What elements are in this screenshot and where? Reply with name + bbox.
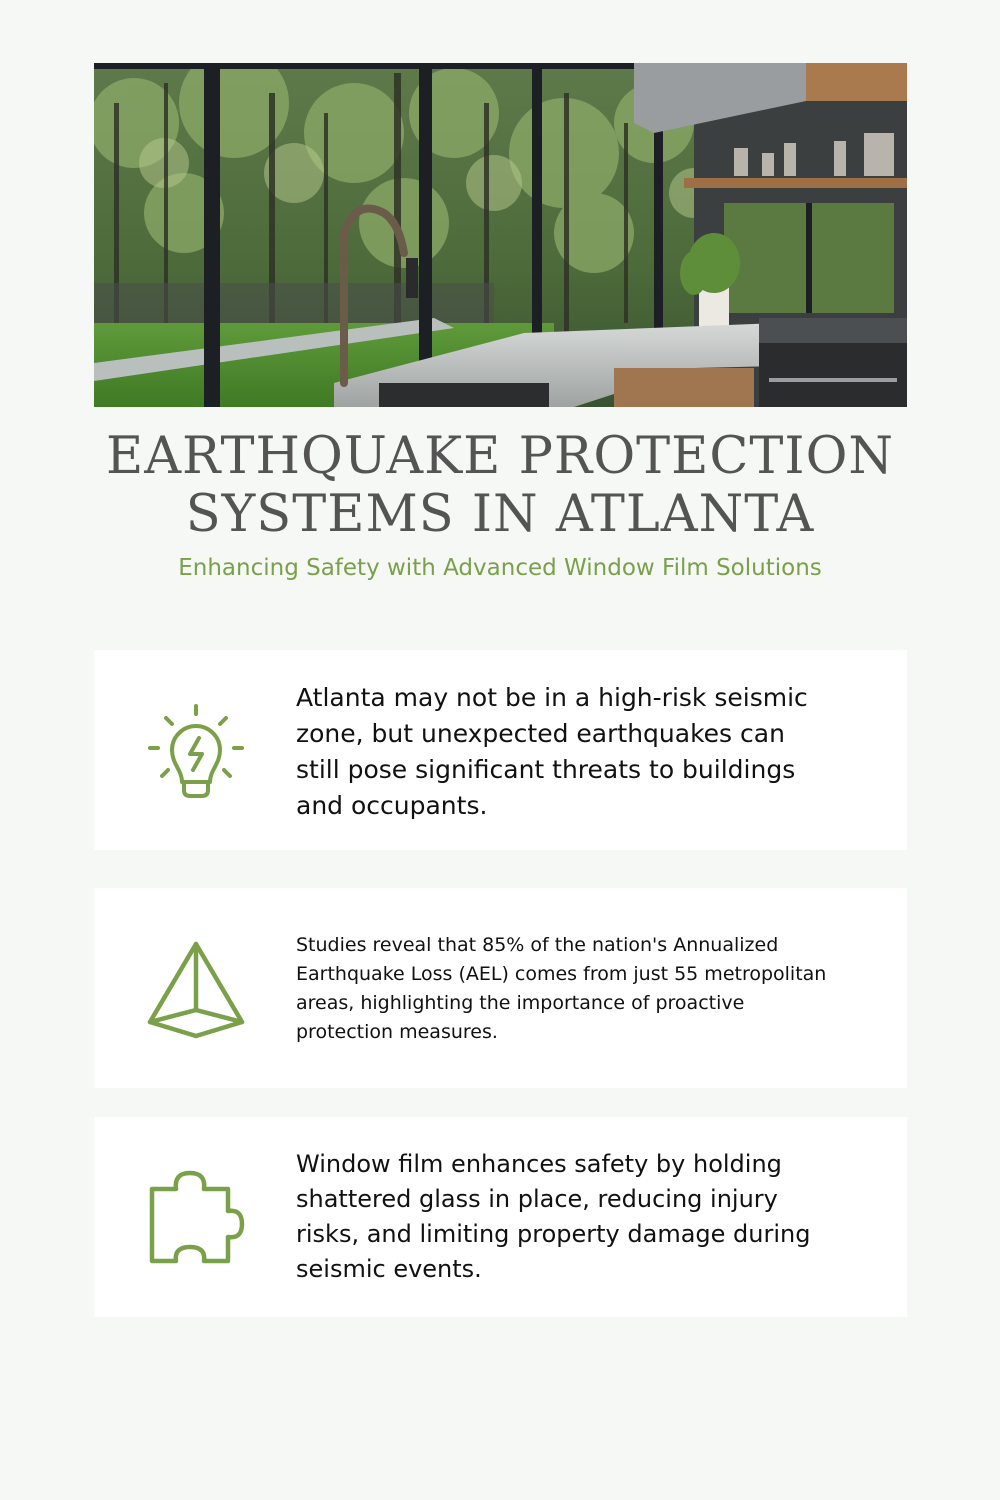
pyramid-icon xyxy=(144,938,248,1042)
page-title-line-2: SYSTEMS IN ATLANTA xyxy=(185,485,815,544)
hero-image xyxy=(94,63,907,407)
card-text: Atlanta may not be in a high-risk seismic zone, but unexpected earthquakes can still pose significant threats to buildings and occupants. xyxy=(296,683,808,820)
lightbulb-bolt-icon xyxy=(144,700,248,804)
info-card-earthquake-loss xyxy=(94,888,907,1088)
page-subtitle: Enhancing Safety with Advanced Window Film Solutions xyxy=(178,555,822,581)
info-card-seismic-risk xyxy=(94,650,907,850)
card-text: Window film enhances safety by holding shattered glass in place, reducing injury risks, and limiting property damage during seismic events. xyxy=(296,1150,811,1283)
puzzle-piece-icon xyxy=(144,1167,248,1271)
info-card-window-film xyxy=(94,1117,907,1317)
page-title-line-1: EARTHQUAKE PROTECTION xyxy=(105,427,895,486)
page-title xyxy=(0,428,1000,544)
card-text: Studies reveal that 85% of the nation's Annualized Earthquake Loss (AEL) comes from just 55 metropolitan areas, highlighting the importance of proactive protection measures. xyxy=(296,934,827,1043)
